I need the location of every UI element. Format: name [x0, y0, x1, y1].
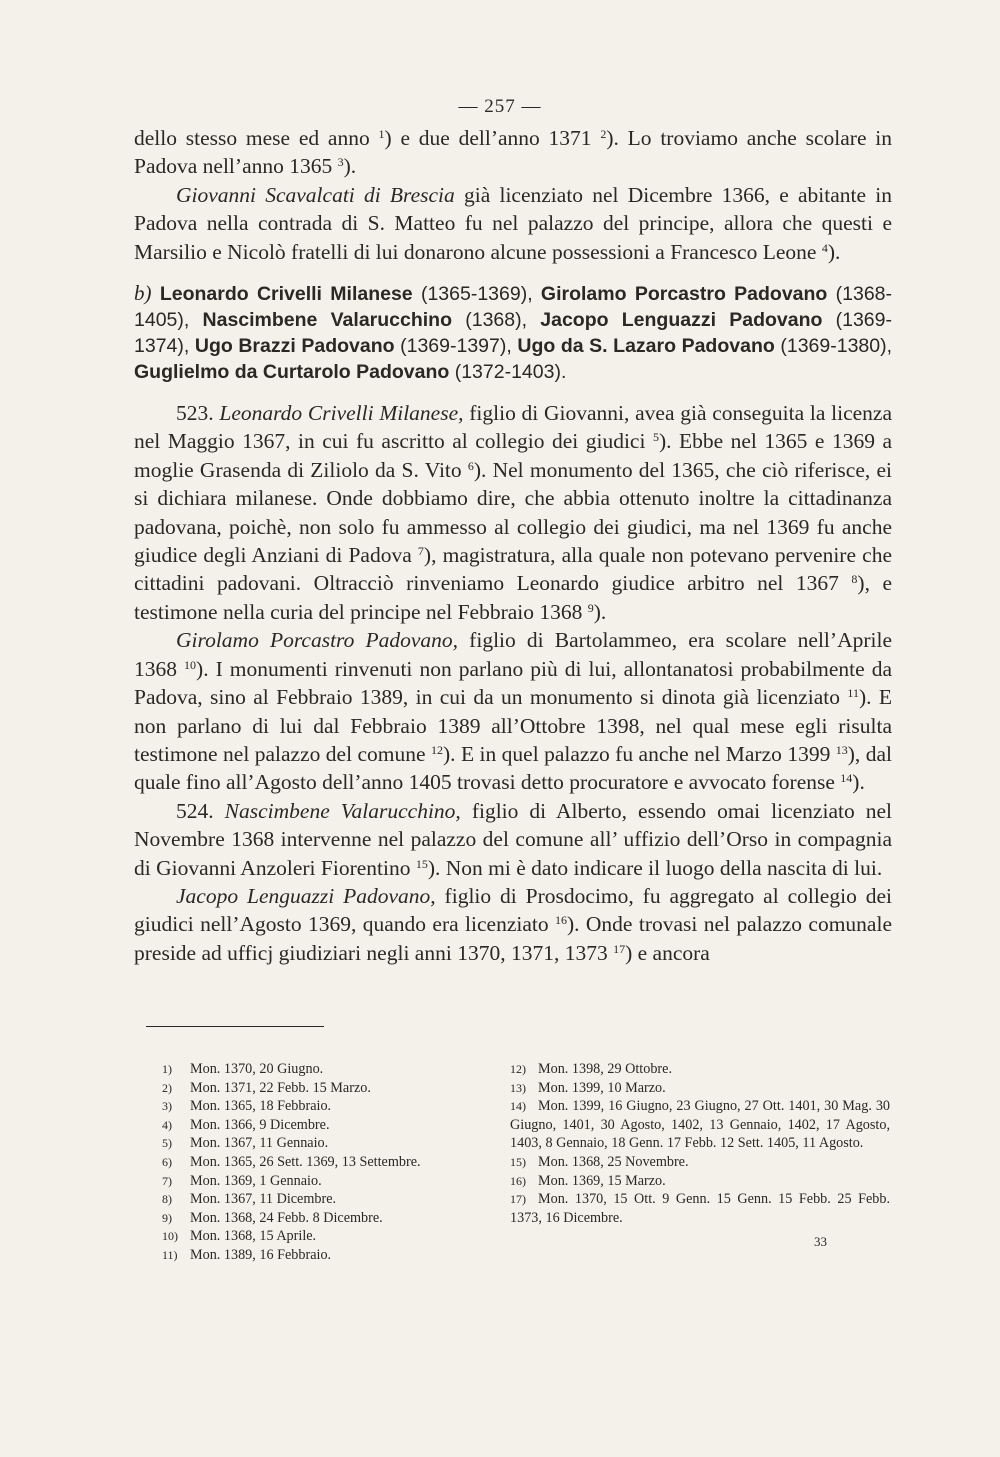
person-name: Leonardo Crivelli Milanese,	[219, 401, 464, 426]
footnote: 6) Mon. 1365, 26 Sett. 1369, 13 Settembre.	[162, 1153, 421, 1170]
paragraph-number: 523.	[176, 401, 220, 426]
footnote: 14) Mon. 1399, 16 Giugno, 23 Giugno, 27 Ott. 1401, 30 Mag. 30 Giugno, 1401, 30 Agosto, 1402, 13 Gennaio, 1402, 17 Agosto, 1403, 8 Gennaio, 18 Genn. 17 Febb. 12 Sett. 1405, 11 Agosto.	[510, 1098, 890, 1152]
paragraph-lenguazzi: Jacopo Lenguazzi Padovano, figlio di Prosdocimo, fu aggregato al collegio dei giudici nell’Agosto 1369, quando era licenziato $^{16}$). Onde trovasi nel palazzo comunale preside ad ufficj giudiziari negli anni 1370, 1371, 1373 $^{17}$) e ancora	[134, 883, 892, 965]
footnote: 1) Mon. 1370, 20 Giugno.	[162, 1061, 324, 1077]
person-name: Giovanni Scavalcati di Brescia	[176, 182, 455, 207]
footnote: 8) Mon. 1367, 11 Dicembre.	[162, 1191, 337, 1208]
footnote: 3) Mon. 1365, 18 Febbraio.	[162, 1098, 332, 1115]
footnote-ref: 4	[821, 240, 828, 255]
footnote: 17) Mon. 1370, 15 Ott. 9 Genn. 15 Genn. 15 Febb. 25 Febb. 1373, 16 Dicembre.	[510, 1191, 890, 1226]
paragraph-porcastro: Girolamo Porcastro Padovano, figlio di Bartolammeo, era scolare nell’Aprile 1368 $^{10}$). I monumenti rinvenuti non parlano più di lui, allontanatosi probabilmente da Padova, sino al Febbraio 1389, in cui da un monumento si dinota già licenziato $^{11}$). E non parlano di lui dal Febbraio 1389 all’Ottobre 1398, nel qual mese egli risulta testimone nel palazzo del comune $^{12}$). E in quel palazzo fu anche nel Marzo 1399 $^{13}$), dal quale fino all’Agosto dell’anno 1405 trovasi detto procuratore e avvocato forense $^{14}$).	[134, 628, 893, 795]
footnote-ref: 3	[337, 155, 344, 170]
footnote: 12) Mon. 1398, 29 Ottobre.	[510, 1061, 672, 1077]
footnote: 2) Mon. 1371, 22 Febb. 15 Marzo.	[162, 1079, 371, 1096]
footnote: 5) Mon. 1367, 11 Gennaio.	[162, 1135, 329, 1152]
footnote: 7) Mon. 1369, 1 Gennaio.	[162, 1172, 322, 1189]
footnote: 16) Mon. 1369, 15 Marzo.	[510, 1172, 666, 1189]
paragraph-scavalcati: Giovanni Scavalcati di Brescia già licenziato nel Dicembre 1366, e abitante in Padova nella contrada di S. Matteo fu nel palazzo del principe, allora che questi e Marsilio e Nicolò fratelli di lui donarono alcune possessioni a Francesco Leone $^4$).	[134, 182, 892, 264]
footnote: 10) Mon. 1368, 15 Aprile.	[162, 1228, 317, 1245]
body-text	[134, 124, 892, 967]
paragraph-continuation: dello stesso mese ed anno $^1$) e due dell’anno 1371 $^2$). Lo troviamo anche scolare in Padova nell’anno 1365 $^3$).	[134, 126, 892, 179]
signature-mark: 33	[814, 1234, 827, 1249]
footnotes-left	[162, 1060, 502, 1265]
paragraph-524: 524. Nascimbene Valarucchino, figlio di Alberto, essendo omai licenziato nel Novembre 1368 intervenne nel palazzo del comune all’ uffizio dell’Orso in compagnia di Giovanni Anzoleri Fiorentino $^{15}$). Non mi è dato indicare il luogo della nascita di lui.	[134, 798, 892, 880]
paragraph-number: 524.	[176, 798, 225, 823]
paragraph-523: 523. Leonardo Crivelli Milanese, figlio di Giovanni, avea già conseguita la licenza nel Maggio 1367, in cui fu ascritto al collegio dei giudici $^5$). Ebbe nel 1365 e 1369 a moglie Grasenda di Ziliolo da S. Vito $^6$). Nel monumento del 1365, che ciò riferisce, ei si dichiara milanese. Onde dobbiamo dire, che abbia ottenuto inoltre la cittadinanza padovana, poichè, non solo fu ammesso al collegio dei giudici, ma nel 1369 fu anche giudice degli Anziani di Padova $^7$), magistratura, alla quale non potevano pervenire che cittadini padovani. Oltracciò rinveniamo Leonardo giudice arbitro nel 1367 $^8$), e testimone nella curia del principe nel Febbraio 1368 $^9$).	[134, 401, 892, 624]
section-label: b)	[134, 281, 152, 306]
footnote-ref: 2	[600, 127, 607, 141]
footnote: 9) Mon. 1368, 24 Febb. 8 Dicembre.	[162, 1209, 383, 1226]
person-name: Girolamo Porcastro Padovano,	[176, 628, 459, 653]
person-name: Nascimbene Valarucchino,	[224, 798, 461, 823]
footnotes-right	[510, 1060, 890, 1227]
footnote: 11) Mon. 1389, 16 Febbraio.	[162, 1246, 332, 1263]
footnote: 13) Mon. 1399, 10 Marzo.	[510, 1079, 666, 1096]
footnote-separator	[146, 1026, 324, 1027]
person-name: Jacopo Lenguazzi Padovano,	[176, 883, 436, 908]
footnote: 15) Mon. 1368, 25 Novembre.	[510, 1153, 689, 1170]
footnote: 4) Mon. 1366, 9 Dicembre.	[162, 1116, 330, 1133]
page-number: — 257 —	[458, 96, 542, 117]
footnote-ref: 1	[378, 127, 385, 141]
section-b-heading: b) Leonardo Crivelli Milanese (1365-1369), Girolamo Porcastro Padovano (1368-1405), Nascimbene Valarucchino (1368), Jacopo Lenguazzi Padovano (1369-1374), Ugo Brazzi Padovano (1369-1397), Ugo da S. Lazaro Padovano (1369-1380), Guglielmo da Curtarolo Padovano (1372-1403).	[134, 281, 893, 384]
